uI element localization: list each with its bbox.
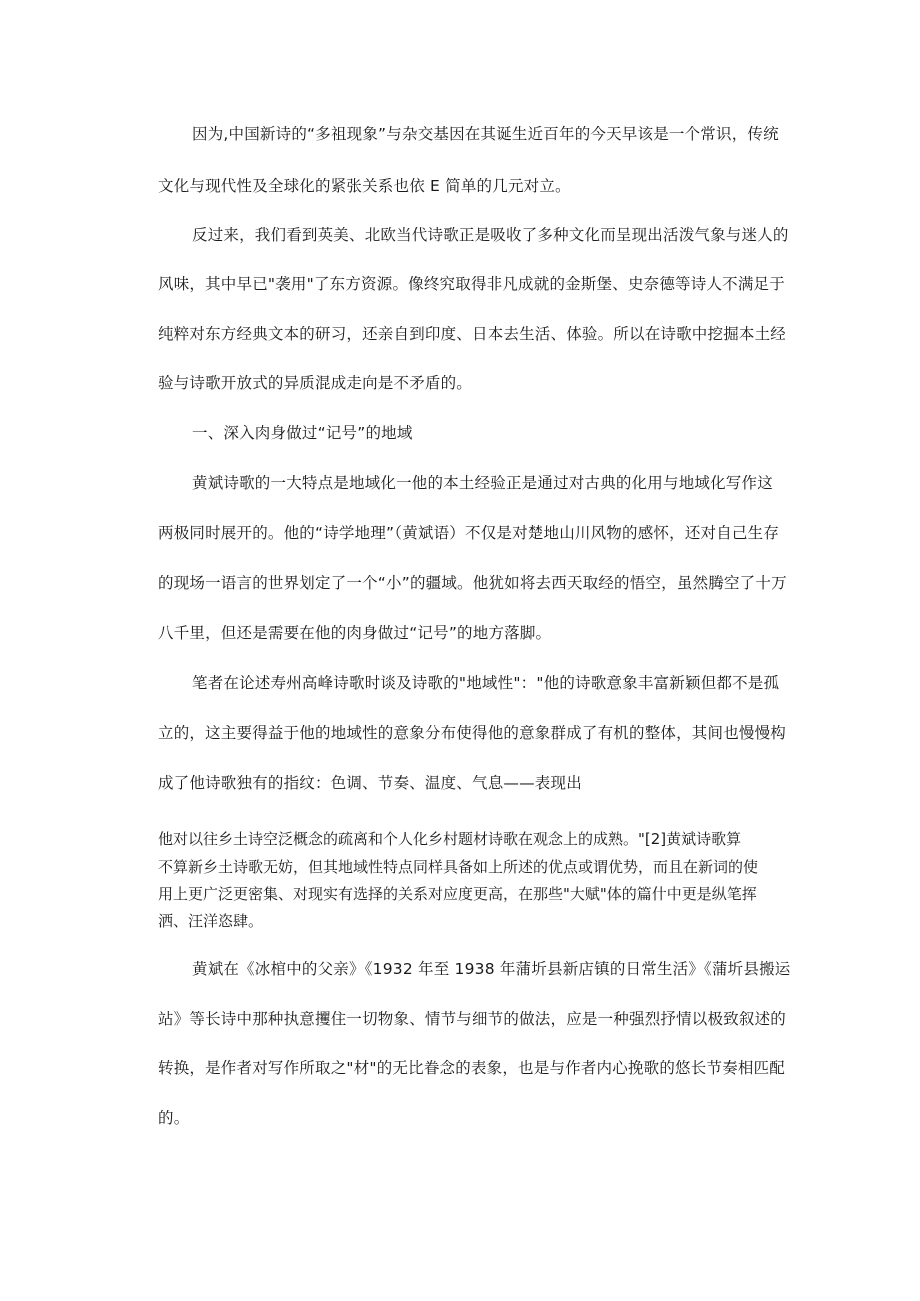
paragraph-2-line-1: 反过来，我们看到英美、北欧当代诗歌正是吸收了多种文化而呈现出活泼气象与迷人的 [192, 226, 789, 244]
paragraph-2-line-2: 风味，其中早已"袭用"了东方资源。像终究取得非凡成就的金斯堡、史奈德等诗人不满足于 [158, 275, 785, 293]
paragraph-5-line-1: 他对以往乡土诗空泛概念的疏离和个人化乡村题材诗歌在观念上的成熟。"[2]黄斌诗歌算 [158, 830, 742, 848]
paragraph-3-line-1: 黄斌诗歌的一大特点是地域化一他的本土经验正是通过对古典的化用与地域化写作这 [192, 474, 773, 492]
paragraph-6-line-1: 黄斌在《冰棺中的父亲》《1932 年至 1938 年蒲圻县新店镇的日常生活》《蒲圻县搬运 [192, 960, 791, 978]
paragraph-4-line-2: 立的，这主要得益于他的地域性的意象分布使得他的意象群成了有机的整体，其间也慢慢构 [158, 724, 787, 742]
paragraph-2-line-4: 验与诗歌开放式的异质混成走向是不矛盾的。 [158, 374, 473, 392]
paragraph-5-line-2: 不算新乡土诗歌无妨，但其地域性特点同样具备如上所述的优点或谓优势，而且在新词的使 [158, 858, 759, 876]
paragraph-6-line-2: 站》等长诗中那种执意攫住一切物象、情节与细节的做法，应是一种强烈抒情以极致叙述的 [158, 1010, 787, 1028]
paragraph-1-line-2: 文化与现代性及全球化的紧张关系也依 E 简单的几元对立。 [158, 177, 571, 195]
paragraph-5-line-3: 用上更广泛更密集、对现实有选择的关系对应度更高，在那些"大赋"体的篇什中更是纵笔挥 [158, 885, 757, 903]
paragraph-1-line-1: 因为,中国新诗的“多祖现象”与杂交基因在其诞生近百年的今天早该是一个常识，传统 [192, 125, 779, 143]
paragraph-2-line-3: 纯粹对东方经典文本的研习，还亲自到印度、日本去生活、体验。所以在诗歌中挖掘本土经 [158, 325, 787, 343]
paragraph-3-line-4: 八千里，但还是需要在他的肉身做过“记号”的地方落脚。 [158, 624, 552, 642]
paragraph-4-line-3: 成了他诗歌独有的指纹：色调、节奏、温度、气息——表现出 [158, 774, 582, 792]
paragraph-5-line-4: 洒、汪洋恣肆。 [158, 912, 264, 930]
paragraph-6-line-3: 转换，是作者对写作所取之"材"的无比眷念的表象，也是与作者内心挽歌的悠长节奏相匹配 [158, 1059, 785, 1077]
section-heading: 一、深入肉身做过“记号”的地域 [192, 424, 413, 442]
paragraph-6-line-4: 的。 [158, 1109, 190, 1127]
paragraph-4-line-1: 笔者在论述寿州高峰诗歌时谈及诗歌的"地域性"："他的诗歌意象丰富新颖但都不是孤 [192, 674, 780, 692]
paragraph-3-line-2: 两极同时展开的。他的“诗学地理”（黄斌语）不仅是对楚地山川风物的感怀，还对自己生存 [158, 524, 780, 542]
paragraph-3-line-3: 的现场一语言的世界划定了一个“小”的疆域。他犹如将去西天取经的悟空，虽然腾空了十万 [158, 574, 787, 592]
